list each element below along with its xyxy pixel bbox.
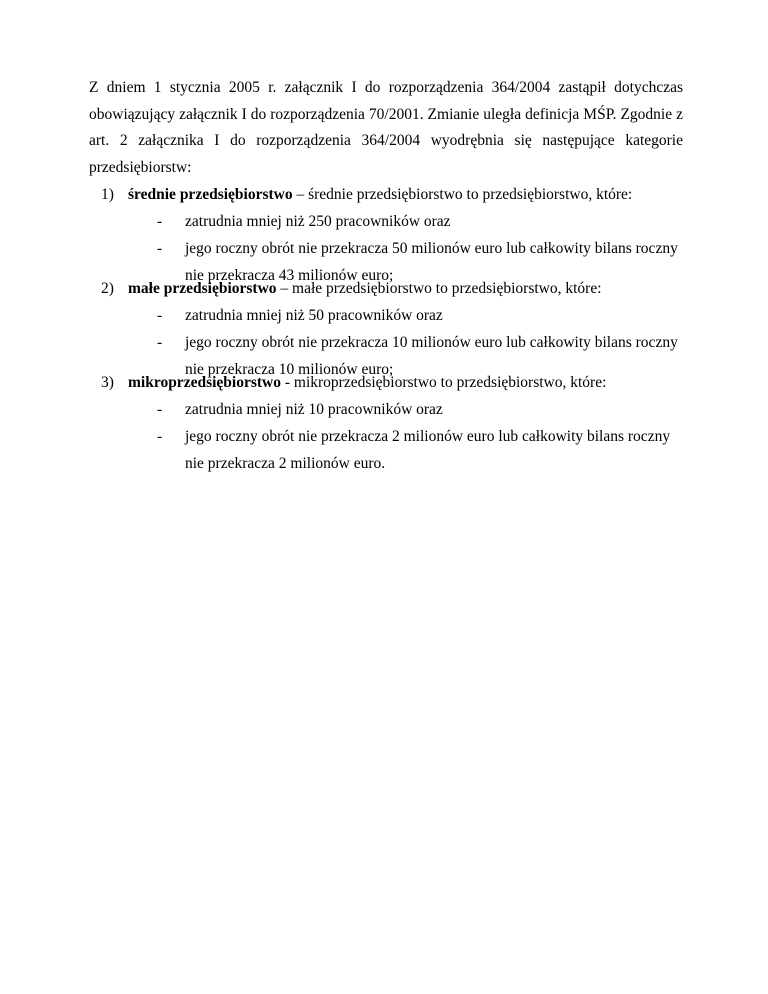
bullet-dash: - (157, 428, 163, 445)
category-3-bullet-2 (157, 424, 697, 477)
category-2-bullet-1 (157, 303, 697, 330)
bullet-dash: - (157, 240, 163, 257)
category-2-definition: – małe przedsiębiorstwo to przedsiębiorstwo, które: (276, 280, 602, 297)
category-1-bullet-1 (157, 209, 697, 236)
category-3 (101, 370, 701, 397)
bullet-text: jego roczny obrót nie przekracza 10 milionów euro lub całkowity bilans roczny nie przekracza 10 milionów euro; (185, 334, 678, 378)
bullet-text: jego roczny obrót nie przekracza 50 milionów euro lub całkowity bilans roczny nie przekracza 43 milionów euro; (185, 240, 678, 284)
category-1-definition: – średnie przedsiębiorstwo to przedsiębiorstwo, które: (292, 186, 633, 203)
bullet-text: zatrudnia mniej niż 10 pracowników oraz (185, 401, 443, 418)
category-3-term: mikroprzedsiębiorstwo (128, 374, 281, 391)
category-3-number: 3) (101, 374, 114, 391)
intro-paragraph: Z dniem 1 stycznia 2005 r. załącznik I do rozporządzenia 364/2004 zastąpił dotychczas obowiązujący załącznik I do rozporządzenia 70/2001. Zmianie uległa definicja MŚP. Zgodnie z art. 2 załącznika I do rozporządzenia 364/2004 wyodrębnia się następujące kategorie przedsiębiorstw: (89, 79, 683, 177)
category-2 (101, 276, 701, 303)
bullet-dash: - (157, 307, 163, 324)
category-3-definition: - mikroprzedsiębiorstwo to przedsiębiorstwo, które: (280, 374, 607, 391)
bullet-text: jego roczny obrót nie przekracza 2 milionów euro lub całkowity bilans roczny nie przekracza 2 milionów euro. (185, 428, 671, 472)
bullet-text: zatrudnia mniej niż 250 pracowników oraz (185, 213, 451, 230)
bullet-dash: - (157, 213, 163, 230)
category-1 (101, 182, 701, 209)
category-1-number: 1) (101, 186, 114, 203)
bullet-dash: - (157, 334, 163, 351)
category-3-bullet-1 (157, 397, 697, 424)
category-2-term: małe przedsiębiorstwo (128, 280, 277, 297)
bullet-dash: - (157, 401, 163, 418)
category-1-term: średnie przedsiębiorstwo (128, 186, 293, 203)
category-2-number: 2) (101, 280, 114, 297)
bullet-text: zatrudnia mniej niż 50 pracowników oraz (185, 307, 443, 324)
